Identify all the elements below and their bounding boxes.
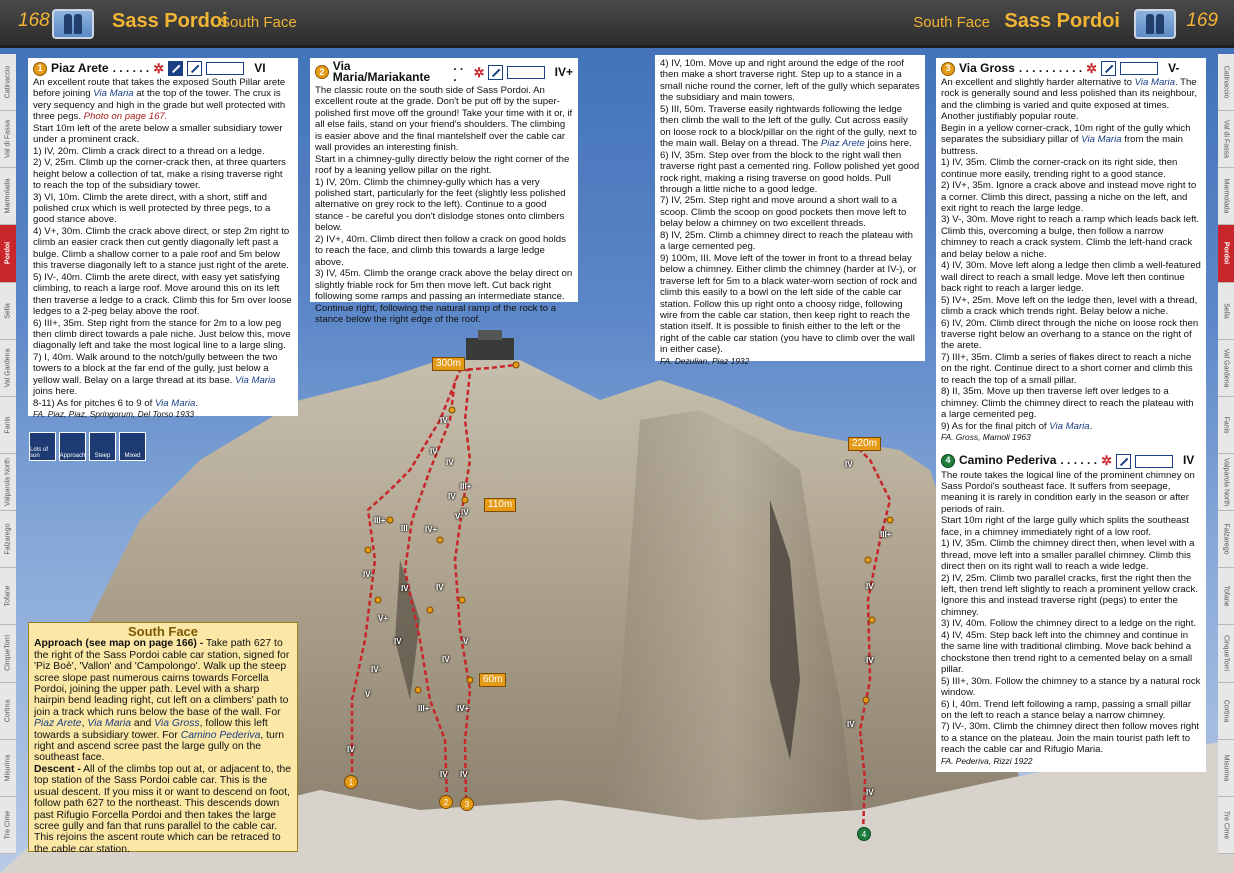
area-tab-label: Tofane xyxy=(4,585,12,607)
area-tab-misurina[interactable] xyxy=(0,740,16,797)
route-dots: . . . xyxy=(453,59,464,85)
area-tab-tre-cime[interactable] xyxy=(1218,797,1234,854)
route-dots: . . . . . . xyxy=(112,60,150,75)
pitch-grade: IV+ xyxy=(425,525,438,534)
route-number: 1 xyxy=(33,62,47,76)
area-tab-label: Valparola North xyxy=(4,457,12,507)
pitch-grade: IV xyxy=(446,458,454,467)
route-start-marker: 4 xyxy=(857,827,871,841)
area-tab-label: Catinaccio xyxy=(1222,65,1230,99)
area-tab-label: Tre Cime xyxy=(4,810,12,840)
approach-icon: Approach xyxy=(59,432,86,461)
photo-icon xyxy=(168,61,183,76)
area-tab-pordoi[interactable] xyxy=(1218,225,1234,282)
area-tab-catinaccio[interactable] xyxy=(0,54,16,111)
height-label: 300m xyxy=(432,357,465,371)
star-icon: ✲ xyxy=(473,64,485,80)
area-tab-valparola-north[interactable] xyxy=(0,454,16,511)
area-tab-label: Pordoi xyxy=(1222,242,1230,265)
pitch-grade: IV xyxy=(440,770,448,779)
steep-icon: Steep xyxy=(89,432,116,461)
route-grade: IV+ xyxy=(554,64,573,79)
area-tab-label: Marmolada xyxy=(4,178,12,214)
approach-text xyxy=(34,638,292,763)
crag-icons xyxy=(29,432,146,461)
area-tab-label: Valparola North xyxy=(1222,457,1230,507)
area-tab-pordoi[interactable] xyxy=(0,225,16,282)
steep-icon xyxy=(1101,61,1116,76)
route-description-right-column xyxy=(936,58,1206,772)
area-tab-val-gardena[interactable] xyxy=(1218,340,1234,397)
area-tab-sella[interactable] xyxy=(0,283,16,340)
route-start-marker: 2 xyxy=(439,795,453,809)
star-icon: ✲ xyxy=(1101,453,1112,469)
area-tab-label: Cortina xyxy=(1222,699,1230,722)
area-tab-label: Val Gardena xyxy=(1222,348,1230,388)
face-subtitle-left: South Face xyxy=(220,14,297,31)
family-icon xyxy=(52,9,94,39)
face-subtitle-right: South Face xyxy=(913,14,990,31)
pitch-grade: III+ xyxy=(374,516,386,525)
route-description-via-maria xyxy=(310,58,578,325)
area-tab-label: Catinaccio xyxy=(4,65,12,99)
route-dots: . . . . . . . . . . xyxy=(1018,60,1083,75)
area-index-left xyxy=(0,54,16,854)
area-tab-val-di-fassa[interactable] xyxy=(0,111,16,168)
approach-box xyxy=(28,622,298,855)
area-tab-marmolada[interactable] xyxy=(1218,168,1234,225)
area-tab-cortina[interactable] xyxy=(1218,683,1234,740)
route-number: 4 xyxy=(941,454,955,468)
route-body: An excellent and slightly harder alternative to Via Maria. The rock is generally sound and less polished than its neighbour, and the climbing is varied and quite exposed at times. Another justifiably popular route. Begin in a yellow corner-crack, 10m right of the gully which separates the subsidiary pillar of Via Maria from the main buttress. 1) IV, 35m. Climb the corner-crack on its right side, then continue more easily, trending right to a good stance. 2) IV+, 35m. Ignore a crack above and instead move right to a corner. Climb this direct, passing a niche on the left, and exit right to reach the large ledge. 3) V-, 30m. Move right to reach a ramp which leads back left. Climb this, overcoming a bulge, then follow a narrow chimney to reach a crack system. Climb the left-hand crack and belay below a niche. 4) IV, 30m. Move left along a ledge then climb a well-featured wall direct to reach a small ledge. Move left then continue back right to reach a larger ledge. 5) IV+, 25m. Move left on the ledge then, level with a thread, climb a crack which trends right. Belay below a niche. 6) IV, 20m. Climb direct through the niche on loose rock then traverse right below an overhang to a stance on the right of the arete. 7) III+, 35m. Climb a series of flakes direct to reach a niche on the right. Continue direct to a short corner and climb this to reach the top of a small pillar. 8) II, 35m. Move up then traverse left over ledges to a chimney. Climb the chimney direct to reach the plateau with a large cemented peg. 9) As for the final pitch of Via Maria. xyxy=(941,77,1201,432)
steep-icon xyxy=(488,65,503,80)
pitch-grade: IV xyxy=(394,637,402,646)
pitch-grade: IV xyxy=(440,416,448,425)
area-tab-label: Fanis xyxy=(4,416,12,434)
area-tab-label: CinqueTorri xyxy=(1222,635,1230,672)
first-ascent: FA. Gross, Mamoli 1963 xyxy=(941,432,1031,443)
area-tab-label: CinqueTorri xyxy=(4,635,12,672)
page-number-left: 168 xyxy=(18,10,50,31)
area-tab-tre-cime[interactable] xyxy=(0,797,16,854)
route-start-marker: 1 xyxy=(344,775,358,789)
area-tab-cinquetorri[interactable] xyxy=(1218,625,1234,682)
pitch-grade: III+ xyxy=(880,530,892,539)
steep-icon xyxy=(1116,454,1131,469)
grade-box-icon xyxy=(1135,455,1173,468)
area-tab-val-di-fassa[interactable] xyxy=(1218,111,1234,168)
crag-title-right: Sass Pordoi xyxy=(1004,10,1120,32)
first-ascent: FA. Dezulian, Piaz 1932 xyxy=(660,355,750,366)
area-tab-label: Val Gardena xyxy=(4,348,12,388)
area-tab-falzarego[interactable] xyxy=(0,511,16,568)
route-body: The classic route on the south side of Sass Pordoi. An excellent route at the grade. Don't be put off by the super-polished first move off the ground! Take your time with it or, if all else fails, stand on your friend's shoulders. The climbing is easier above and the final mantelshelf over the cable car wall provides an interesting finish. Start in a chimney-gully directly below the right corner of the roof by a leaning yellow pillar on the right. 1) IV, 20m. Climb the chimney-gully which has a very polished start, particularly for the feet (slightly less polished alternative on grey rock to the left). Continue to a good stance - be careful you don't dislodge stones onto climbers below. 2) IV+, 40m. Climb direct then follow a crack on good holds to reach the face, and climb this towards a large ledge above. 3) IV, 45m. Climb the orange crack above the belay direct on slightly friable rock for 5m then move left. Cut back right following some ramps and passing an intermediate stance. Continue right, following the natural ramp of the rock to a stance below the right edge of the roof. xyxy=(315,84,573,325)
area-tab-label: Val di Fassa xyxy=(1222,120,1230,159)
first-ascent: FA. Piaz, Piaz, Springorum, Del Torso 1933 xyxy=(33,409,195,420)
approach-label: Approach (see map on page 166) - xyxy=(34,638,204,650)
grade-box-icon xyxy=(206,62,244,75)
star-icon: ✲ xyxy=(153,60,165,76)
route-dots: . . . . . . xyxy=(1060,453,1098,468)
pitch-grade: IV xyxy=(460,770,468,779)
area-tab-cinquetorri[interactable] xyxy=(0,625,16,682)
route-number: 2 xyxy=(315,65,329,79)
route-grade: VI xyxy=(254,60,266,75)
route-number: 3 xyxy=(941,62,955,76)
area-tab-label: Misurina xyxy=(1222,754,1230,781)
area-tab-cortina[interactable] xyxy=(0,683,16,740)
area-tab-fanis[interactable] xyxy=(1218,397,1234,454)
pitch-grade: V+ xyxy=(378,614,389,623)
route-heading xyxy=(941,454,1201,469)
area-tab-label: Cortina xyxy=(4,699,12,722)
pitch-grade: IV xyxy=(401,584,409,593)
area-tab-marmolada[interactable] xyxy=(0,168,16,225)
pitch-grade: IV+ xyxy=(457,704,470,713)
pitch-grade: IV xyxy=(866,656,874,665)
route-grade: V- xyxy=(1168,60,1180,75)
height-label: 220m xyxy=(848,437,881,451)
route-name: Piaz Arete xyxy=(51,60,109,75)
route-start-marker: 3 xyxy=(460,797,474,811)
star-icon: ✲ xyxy=(1086,60,1098,76)
route-name: Camino Pederiva xyxy=(959,453,1057,468)
route-heading xyxy=(941,61,1201,76)
sun-icon: Lots of sun xyxy=(29,432,56,461)
pitch-grade: V- xyxy=(455,512,463,521)
grade-box-icon xyxy=(507,66,544,79)
descent-text xyxy=(34,764,292,855)
first-ascent: FA. Pederiva, Rizzi 1922 xyxy=(941,755,1033,766)
area-tab-falzarego[interactable] xyxy=(1218,511,1234,568)
area-tab-label: Tre Cime xyxy=(1222,810,1230,840)
mixed-icon: Mixed xyxy=(119,432,146,461)
area-tab-label: Falzarego xyxy=(1222,523,1230,555)
steep-icon xyxy=(187,61,202,76)
pitch-grade: IV xyxy=(461,508,469,517)
pitch-grade: IV xyxy=(866,582,874,591)
page-header xyxy=(0,0,1234,48)
route-name: Via Gross xyxy=(959,60,1015,75)
area-tab-label: Marmolada xyxy=(1222,178,1230,214)
descent-body: All of the climbs top out at, or adjacent to, the top station of the Sass Pordoi cable car. This is the usual descent. If you miss it or want to descend on foot, follow path 627 to the northeast. This descends down past Rifugio Forcella Pordoi and then takes the large scree gully and fan that runs parallel to the cable car. This rejoins the ascent route which can be retraced to the cable car station. xyxy=(34,763,292,855)
route-body: An excellent route that takes the exposed South Pillar arete before joining Via Maria at the top of the tower. The crux is very sequency and high in the grade but well protected with three pegs. Photo on page 167. Start 10m left of the arete below a smaller subsidiary tower under a prominent crack. 1) IV, 20m. Climb a crack direct to a thread on a ledge. 2) V, 25m. Climb up the corner-crack then, at three quarters height below a collection of tat, make a rising traverse right to reach the top of the subsidiary tower. 3) VI, 10m. Climb the arete direct, with a short, stiff and polished crux which is well protected by three pegs, to a good stance above. 4) V+, 30m. Climb the crack above direct, or step 2m right to climb an easier crack then cut gently diagonally left past a bulge. Climb a shallow corner to a pale roof and 5m below this traverse diagonally left to a stance just right of the arete. 5) IV-, 40m. Climb the arete direct, with easy yet satisfying climbing, to reach a large roof. Move around this on its left then traverse a ledge to a crack. Climb this for 5m over loose ledges to a 2-peg belay above the roof. 6) III+, 35m. Step right from the stance for 2m to a low peg then climb direct towards a pale niche. Just below this, move diagonally left and take the most logical line to a large sling. 7) I, 40m. Walk around to the notch/gully between the two towers to a block at the far end of the gully, just below a yellow wall. Belay on a large thread at its base. Via Maria joins here. 8-11) As for pitches 6 to 9 of Via Maria. xyxy=(33,77,292,409)
pitch-grade: IV xyxy=(847,720,855,729)
route-body: 4) IV, 10m. Move up and right around the edge of the roof then make a short traverse right. Step up to a stance in a small niche round the corner, left of the gully which separates the subsidiary and main towers. 5) III, 50m. Traverse easily rightwards following the ledge then climb the wall to the left of the gully. Cut across easily on loose rock to a block/pillar on the right of the gully, next to the main wall. Belay on a thread. The Piaz Arete joins here. 6) IV, 35m. Step over from the block to the right wall then traverse right past a cemented ring. Follow polished yet good rock right, making a rising traverse on good holds. Pull through a little niche to a good ledge. 7) IV, 25m. Step right and move around a short wall to a scoop. Climb the scoop on good pockets then move left to belay below a chimney on two excellent threads. 8) IV, 25m. Climb a chimney direct to reach the plateau with a large cemented peg. 9) 100m, III. Move left of the tower in front to a thread belay below a chimney. Either climb the chimney (harder at IV-), or traverse left for 5m to a black water-worn section of rock and climb this easily to a bowl on the left side of the cable car station. Follow this up right onto a choosy ridge, following wire from the cable car station, then keep right to reach the station itself. It is possible to finish either to the left or the right of the cable car station (you have to climb over the wall in either case). xyxy=(660,58,920,356)
route-description-piaz-arete xyxy=(28,58,298,420)
area-tab-misurina[interactable] xyxy=(1218,740,1234,797)
pitch-grade: IV xyxy=(442,655,450,664)
family-icon xyxy=(1134,9,1176,39)
area-tab-tofane[interactable] xyxy=(1218,568,1234,625)
area-tab-label: Sella xyxy=(4,302,12,319)
pitch-grade: IV xyxy=(845,460,853,469)
page-number-right: 169 xyxy=(1186,10,1218,31)
area-index-right xyxy=(1218,54,1234,854)
area-tab-sella[interactable] xyxy=(1218,283,1234,340)
pitch-grade: V xyxy=(365,690,371,699)
area-tab-label: Val di Fassa xyxy=(4,120,12,159)
area-tab-valparola-north[interactable] xyxy=(1218,454,1234,511)
pitch-grade: IV- xyxy=(363,570,373,579)
area-tab-label: Tofane xyxy=(1222,585,1230,607)
area-tab-label: Sella xyxy=(1222,302,1230,319)
height-label: 60m xyxy=(479,673,506,687)
area-tab-catinaccio[interactable] xyxy=(1218,54,1234,111)
area-tab-label: Fanis xyxy=(1222,416,1230,434)
route-heading xyxy=(315,61,573,84)
pitch-grade: IV xyxy=(448,492,456,501)
pitch-grade: III xyxy=(401,524,408,533)
route-description-via-maria-continued xyxy=(655,55,925,366)
route-body: The route takes the logical line of the prominent chimney on Sass Pordoi's southeast face. It suffers from seepage, meaning it is rarely in condition early in the season or after periods of rain. Start 10m right of the large gully which splits the southeast face, in a chimney immediately right of a low roof. 1) IV, 35m. Climb the chimney direct then, when level with a thread, move left into a smaller parallel chimney. Climb this direct then on its right wall to reach a wide ledge. 2) IV, 25m. Climb two parallel cracks, first the right then the left, then trend left slightly to reach a prominent yellow crack. Ignore this and instead traverse right (pegs) to enter the chimney. 3) IV, 40m. Follow the chimney direct to a ledge on the right. 4) IV, 45m. Step back left into the chimney and continue in the same line with traditional climbing. Move back behind a chockstone then trend right to a cemented belay on a small pillar. 5) III+, 30m. Follow the chimney to a stance by a natural rock window. 6) I, 40m. Trend left following a ramp, passing a small pillar on the left to reach a stance belay a narrow chimney. 7) IV-, 30m. Climb the chimney direct then follow moves right to a stance on the plateau. Join the main tourist path left to reach the cable car and Rifugio Maria. xyxy=(941,469,1201,756)
height-label: 110m xyxy=(484,498,516,512)
pitch-grade: III+ xyxy=(418,704,430,713)
crag-title-left: Sass Pordoi xyxy=(112,10,228,32)
descent-label: Descent - xyxy=(34,763,81,775)
area-tab-label: Falzarego xyxy=(4,523,12,555)
route-grade: IV xyxy=(1182,453,1195,468)
route-heading xyxy=(33,61,293,76)
area-tab-label: Misurina xyxy=(4,754,12,781)
pitch-grade: IV xyxy=(430,447,438,456)
pitch-grade: V xyxy=(463,637,469,646)
area-tab-fanis[interactable] xyxy=(0,397,16,454)
approach-body: Take path 627 to the right of the Sass Pordoi cable car station, signed for 'Piz Boè', 'Vallon' and 'Campolongo'. Walk up the steep scree slope past numerous cairns towards Forcella Pordoi, joining the upper path. Level with a sharp hairpin bend leading right, cut left on a climbers' path to join a track which runs below the base of the wall. For Piaz Arete, Via Maria and Via Gross, follow this left towards a subsidiary tower. For Camino Pederiva, turn right and ascend scree past the large gully on the southeast face. xyxy=(34,638,290,764)
pitch-grade: IV xyxy=(866,788,874,797)
pitch-grade: IV- xyxy=(371,665,381,674)
area-tab-tofane[interactable] xyxy=(0,568,16,625)
pitch-grade: III+ xyxy=(460,482,472,491)
grade-box-icon xyxy=(1120,62,1158,75)
route-name: Via Maria/Mariakante xyxy=(332,59,431,85)
pitch-grade: IV xyxy=(347,745,355,754)
area-tab-val-gardena[interactable] xyxy=(0,340,16,397)
area-tab-label: Pordoi xyxy=(4,242,12,265)
pitch-grade: IV xyxy=(436,583,444,592)
approach-title: South Face xyxy=(127,624,199,639)
